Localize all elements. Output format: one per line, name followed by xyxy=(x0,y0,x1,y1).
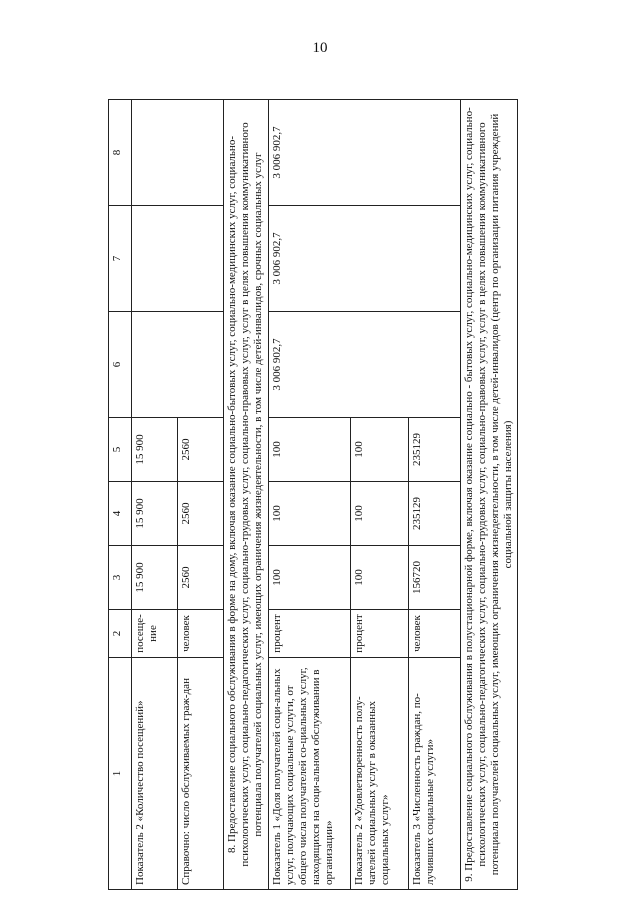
value-cell: 2560 xyxy=(178,546,224,610)
value-cell: 15 900 xyxy=(132,482,178,546)
value-cell: 15 900 xyxy=(132,546,178,610)
header-cell: 3 xyxy=(109,546,132,610)
finance-cell: 3 006 902,7 xyxy=(268,206,460,312)
rotated-table-area xyxy=(108,100,578,890)
value-cell: 15 900 xyxy=(132,418,178,482)
value-cell: 100 xyxy=(268,418,350,482)
value-cell: 100 xyxy=(350,482,408,546)
unit-cell: человек xyxy=(408,610,460,658)
indicator-name: Показатель 2 «Количество посещений» xyxy=(132,658,178,890)
finance-cell: 3 006 902,7 xyxy=(268,312,460,418)
indicator-name: Показатель 1 «Доля получателей соци-альных услуг, получающих социальные услуги, от общего числа получателей со-циальных услуг, находящихся на соци-альном обслуживании в организации» xyxy=(268,658,350,890)
value-cell: 100 xyxy=(350,418,408,482)
header-cell: 6 xyxy=(109,312,132,418)
table-row xyxy=(268,100,350,890)
unit-cell: посеще-ние xyxy=(132,610,178,658)
section-9-title: 9. Предоставление социального обслуживания в полустационарной форме, включая оказание социально - бытовых услуг, социально-медицинских услуг, социально-психологических услуг, социально-педагогических услуг, социально-трудовых услуг, социально-правовых услуг, услуг в целях повышения коммуникативного потенциала получателей социальных услуг, имеющих ограничения жизнедеятельности, в том числе детей-инвалидов (центр по организации питания учреждений социальной защиты населения) xyxy=(460,100,518,890)
value-cell: 2560 xyxy=(178,482,224,546)
unit-cell: процент xyxy=(350,610,408,658)
header-row xyxy=(109,100,132,890)
header-cell: 5 xyxy=(109,418,132,482)
empty-cell xyxy=(132,312,224,418)
unit-cell: человек xyxy=(178,610,224,658)
section-8-title: 8. Предоставление социального обслуживания в форме на дому, включая оказание социально-бытовых услуг, социально-медицинских услуг, социально-психологических услуг, социально-педагогических услуг, социально-трудовых услуг, социально-правовых услуг, услуг в целях повышения коммуникативного потенциала получателей социальных услуг, имеющих ограничения жизнедеятельности, в том числе детей-инвалидов, срочных социальных услуг xyxy=(224,100,269,890)
value-cell: 156720 xyxy=(408,546,460,610)
value-cell: 235129 xyxy=(408,418,460,482)
header-cell: 4 xyxy=(109,482,132,546)
unit-cell: процент xyxy=(268,610,350,658)
header-cell: 8 xyxy=(109,100,132,206)
section-row xyxy=(460,100,518,890)
value-cell: 100 xyxy=(268,546,350,610)
header-cell: 2 xyxy=(109,610,132,658)
finance-cell: 3 006 902,7 xyxy=(268,100,460,206)
section-row xyxy=(224,100,269,890)
value-cell: 100 xyxy=(268,482,350,546)
header-cell: 7 xyxy=(109,206,132,312)
indicators-table xyxy=(108,99,518,890)
value-cell: 100 xyxy=(350,546,408,610)
indicator-name: Показатель 3 «Численность граждан, по-лучивших социальные услуги» xyxy=(408,658,460,890)
value-cell: 235129 xyxy=(408,482,460,546)
page-number: 10 xyxy=(312,40,328,56)
table-row xyxy=(132,100,178,890)
indicator-name: Справочно: число обслуживаемых граж-дан xyxy=(178,658,224,890)
header-cell: 1 xyxy=(109,658,132,890)
indicator-name: Показатель 2 «Удовлетворенность полу-чателей социальных услуг в оказанных социальных услуг» xyxy=(350,658,408,890)
empty-cell xyxy=(132,100,224,206)
value-cell: 2560 xyxy=(178,418,224,482)
empty-cell xyxy=(132,206,224,312)
